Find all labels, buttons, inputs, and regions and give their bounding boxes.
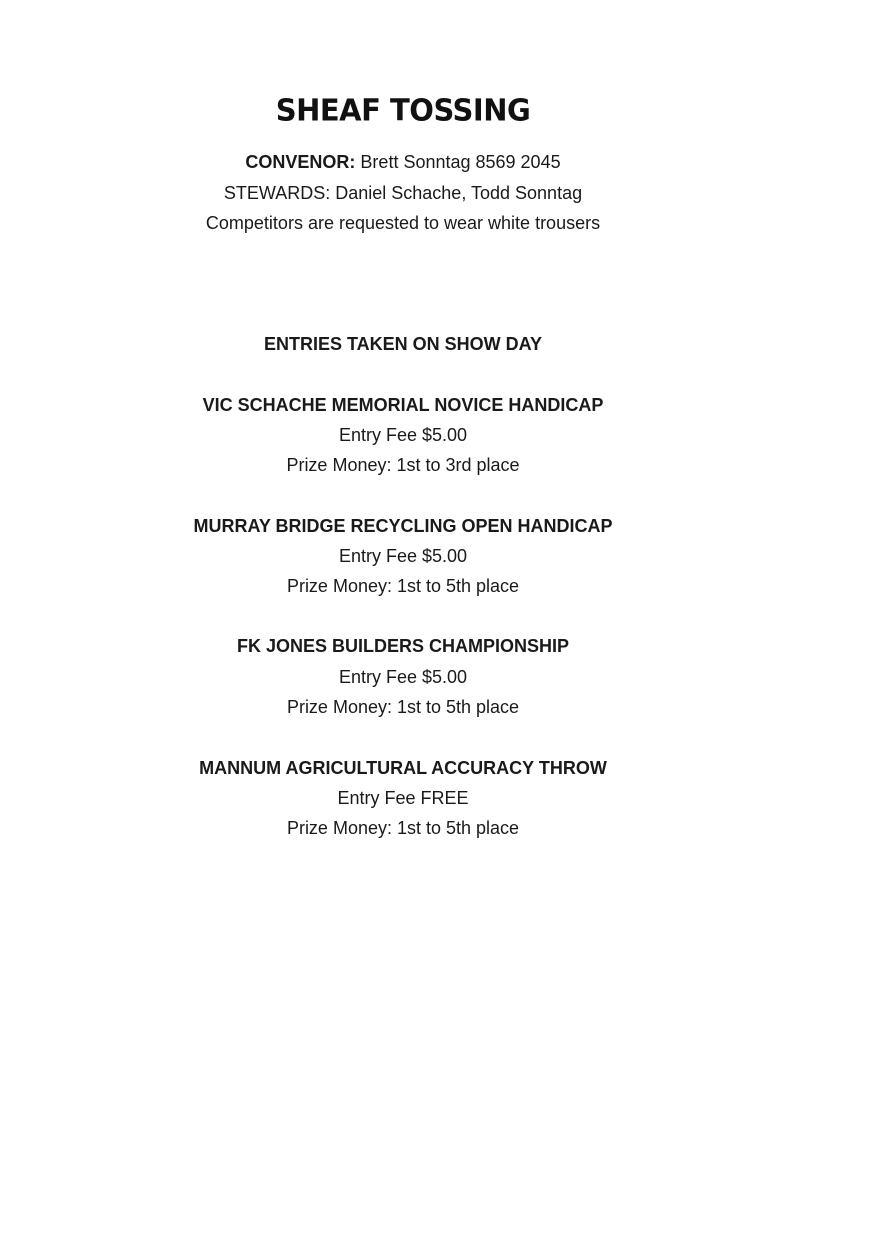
event-title: MANNUM AGRICULTURAL ACCURACY THROW: [199, 758, 607, 778]
event-prize-money: Prize Money: 1st to 5th place: [286, 818, 520, 838]
dress-code-notice: Competitors are requested to wear white trousers: [205, 213, 601, 233]
convenor-line: [245, 150, 560, 174]
convenor-label: CONVENOR:: [245, 152, 356, 172]
event-entry-fee: Entry Fee FREE: [337, 788, 469, 808]
event-entry-fee: Entry Fee $5.00: [338, 546, 468, 566]
entries-notice: ENTRIES TAKEN ON SHOW DAY: [263, 334, 543, 354]
event-entry-fee: Entry Fee $5.00: [338, 425, 468, 445]
event-title: FK JONES BUILDERS CHAMPIONSHIP: [236, 636, 570, 656]
event-entry-fee: Entry Fee $5.00: [338, 667, 468, 687]
event-title: VIC SCHACHE MEMORIAL NOVICE HANDICAP: [202, 395, 604, 415]
event-prize-money: Prize Money: 1st to 5th place: [286, 576, 520, 596]
event-prize-money: Prize Money: 1st to 3rd place: [286, 455, 520, 475]
event-prize-money: Prize Money: 1st to 5th place: [286, 697, 520, 717]
page-title: SHEAF TOSSING: [275, 92, 531, 128]
stewards-line: STEWARDS: Daniel Schache, Todd Sonntag: [223, 183, 583, 203]
convenor-value: Brett Sonntag 8569 2045: [360, 152, 561, 172]
event-title: MURRAY BRIDGE RECYCLING OPEN HANDICAP: [193, 516, 613, 536]
